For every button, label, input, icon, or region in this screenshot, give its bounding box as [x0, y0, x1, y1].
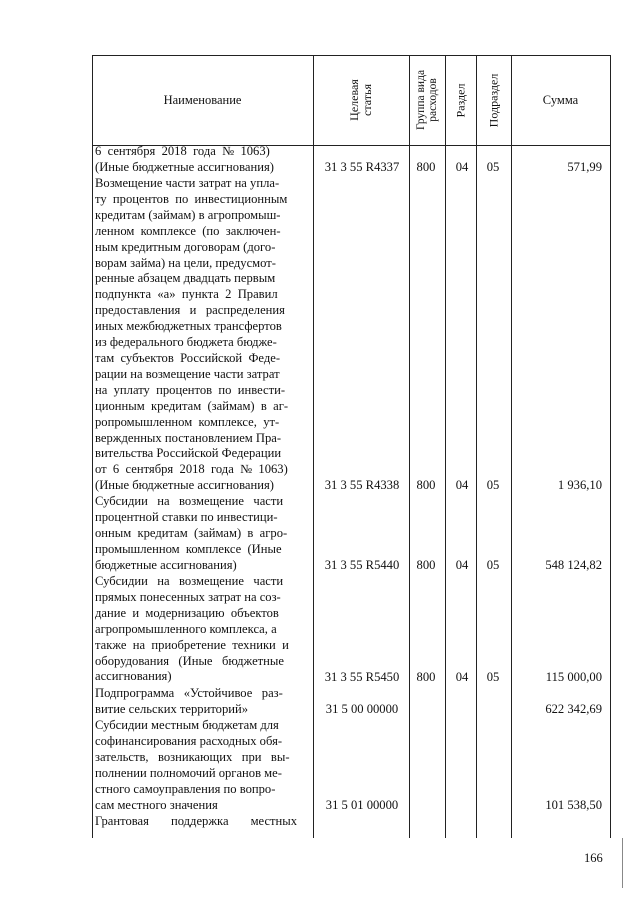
budget-table: [92, 55, 611, 838]
column-divider: [610, 55, 611, 838]
header-target-article-label: [348, 79, 374, 121]
row-subsection: 05: [486, 558, 500, 572]
row-target-article: 31 3 55 R5440: [324, 558, 400, 572]
row-target-article: 31 3 55 R5450: [324, 670, 400, 684]
page-number: 166: [584, 851, 603, 865]
column-divider: [511, 55, 512, 838]
row-name: Субсидии местным бюджетам для софинансирования расходных обя- зательств, возникающих при вы- полнении полномочий органов ме- стного самоуправления по вопро- сам местного значения: [95, 718, 290, 812]
header-group-line1: Группа вида: [415, 69, 428, 131]
header-section-label: Раздел: [453, 83, 468, 117]
row-name: Грантовая поддержка местных: [95, 814, 298, 828]
header-name-label: Наименование: [163, 92, 242, 107]
row-section: 04: [455, 670, 469, 684]
row-section: 04: [455, 558, 469, 572]
row-sum: 622 342,69: [545, 702, 602, 716]
header-subsection: [476, 55, 511, 145]
row-name: Подпрограмма «Устойчивое раз- витие сельских территорий»: [95, 686, 283, 716]
header-target-line1: Целевая: [346, 79, 361, 121]
page-edge-mark: [622, 838, 623, 888]
header-subsection-label: Подраздел: [486, 73, 501, 127]
header-sum: [511, 55, 610, 145]
row-expense-group: 800: [416, 558, 436, 572]
row-subsection: 05: [486, 160, 500, 174]
header-name: [92, 55, 313, 145]
row-target-article: 31 5 00 00000: [325, 702, 399, 716]
row-name: Субсидии на возмещение части процентной ставки по инвестици- онным кредитам (займам) в агро- промышленном комплексе (Иные бюджетные ассигнования): [95, 494, 288, 572]
column-divider: [92, 55, 93, 838]
row-sum: 115 000,00: [545, 670, 602, 684]
header-sum-label: Сумма: [542, 92, 579, 107]
row-target-article: 31 3 55 R4338: [324, 478, 400, 492]
row-name: Субсидии на возмещение части прямых понесенных затрат на соз- дание и модернизацию объектов агропромышленного комплекса, а также на приобретение техники и оборудования (Иные бюджетные ассигнования): [95, 574, 289, 684]
row-subsection: 05: [486, 478, 500, 492]
header-target-article: [313, 55, 409, 145]
row-sum: 1 936,10: [557, 478, 602, 492]
row-subsection: 05: [486, 670, 500, 684]
row-target-article: 31 5 01 00000: [325, 798, 399, 812]
header-expense-group-label: [415, 70, 439, 130]
row-expense-group: 800: [416, 478, 436, 492]
header-target-line2: статья: [359, 84, 374, 116]
row-expense-group: 800: [416, 670, 436, 684]
row-target-article: 31 3 55 R4337: [324, 160, 400, 174]
row-name: 6 сентября 2018 года № 1063) (Иные бюджетные ассигнования): [95, 144, 274, 174]
header-section: [445, 55, 476, 145]
row-section: 04: [455, 160, 469, 174]
row-sum: 548 124,82: [545, 558, 602, 572]
row-section: 04: [455, 478, 469, 492]
row-expense-group: 800: [416, 160, 436, 174]
column-divider: [313, 55, 314, 838]
header-group-line2: расходов: [427, 78, 440, 122]
row-sum: 571,99: [567, 160, 602, 174]
header-expense-group: [409, 55, 445, 145]
row-name: Возмещение части затрат на упла- ту процентов по инвестиционным кредитам (займам) в агропромыш- ленном комплексе (по заключен- ным кредитным договорам (дого- ворам займа) на цели, предусмот- ренные абзацем двадцать первым подпункта «а» пункта 2 Правил предоставления и распределения иных межбюджетных трансфертов из федерального бюджета бюдже- там субъектов Российской Феде- рации на возмещение части затрат на уплату процентов по инвести- ционным кредитам (займам) в аг- ропромышленном комплексе, ут- вержденных постановлением Пра- вительства Российской Федерации от 6 сентября 2018 года № 1063) (Иные бюджетные ассигнования): [95, 176, 289, 493]
row-sum: 101 538,50: [545, 798, 602, 812]
column-divider: [445, 55, 446, 838]
